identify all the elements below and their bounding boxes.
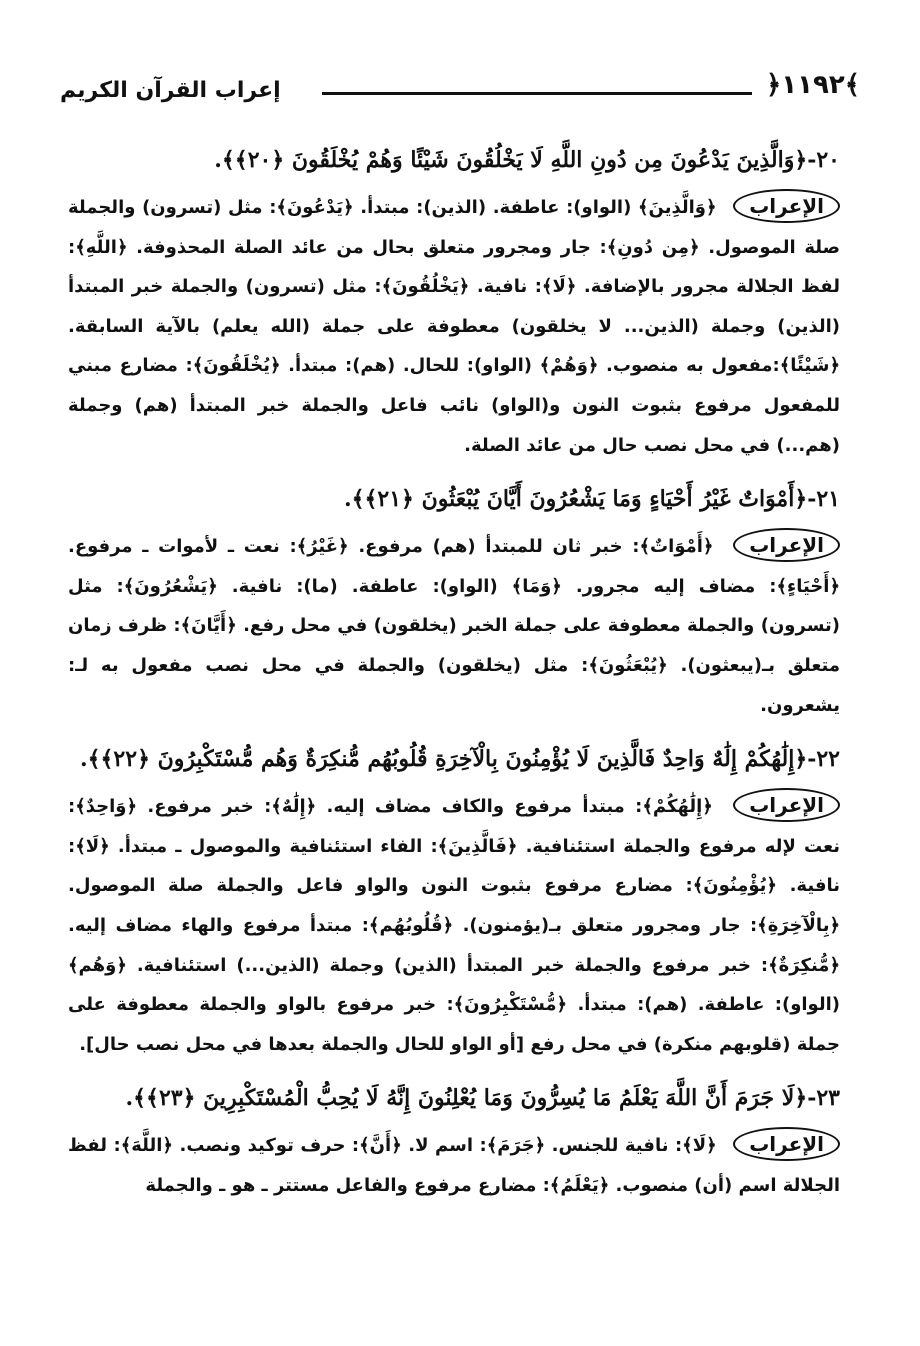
- verse-section-21: [68, 479, 840, 725]
- book-title: إعراب القرآن الكريم: [60, 78, 281, 103]
- irab-label: الإعراب: [733, 788, 840, 822]
- verse-text: ٢٢-﴿إِلَٰهُكُمْ إِلَٰهٌ وَاحِدٌ فَالَّذِينَ لَا يُؤْمِنُونَ بِالْآخِرَةِ قُلُوبُهُم مُّنكِرَةٌ وَهُم مُّسْتَكْبِرُونَ ﴿٢٢﴾﴾.: [79, 746, 840, 773]
- page-number: ﴿١١٩٢﴾: [766, 70, 860, 100]
- irab-paragraph: [68, 787, 840, 1064]
- irab-label: الإعراب: [733, 1127, 840, 1161]
- irab-text: ﴿إِلَٰهُكُمْ﴾: مبتدأ مرفوع والكاف مضاف إليه. ﴿إِلَٰهٌ﴾: خبر مرفوع. ﴿وَاحِدٌ﴾: نعت لإله مرفوع والجملة استئنافية. ﴿فَالَّذِينَ﴾: الفاء استئنافية والموصول ـ مبتدأ. ﴿لَا﴾: نافية. ﴿يُؤْمِنُونَ﴾: مضارع مرفوع بثبوت النون والواو فاعل والجملة صلة الموصول. ﴿بِالْآخِرَةِ﴾: جار ومجرور متعلق بـ(يؤمنون). ﴿قُلُوبُهُم﴾: مبتدأ مرفوع والهاء مضاف إليه. ﴿مُّنكِرَةٌ﴾: خبر مرفوع والجملة خبر المبتدأ (الذين) وجملة (الذين...) استئنافية. ﴿وَهُم﴾ (الواو): عاطفة. (هم): مبتدأ. ﴿مُّسْتَكْبِرُونَ﴾: خبر مرفوع بالواو والجملة معطوفة على جملة (قلوبهم منكرة) في محل رفع [أو الواو للحال والجملة بعدها في محل نصب حال].: [68, 796, 840, 1055]
- irab-paragraph: [68, 1126, 840, 1205]
- page-content: [68, 140, 840, 1219]
- verse-section-20: [68, 140, 840, 465]
- irab-label: الإعراب: [733, 528, 840, 562]
- irab-label: الإعراب: [733, 189, 840, 223]
- verse-text: ٢٠-﴿وَالَّذِينَ يَدْعُونَ مِن دُونِ اللَّهِ لَا يَخْلُقُونَ شَيْئًا وَهُمْ يُخْلَقُونَ ﴿٢٠﴾﴾.: [214, 147, 840, 173]
- verse-text: ٢١-﴿أَمْوَاتٌ غَيْرُ أَحْيَاءٍ وَمَا يَشْعُرُونَ أَيَّانَ يُبْعَثُونَ ﴿٢١﴾﴾.: [343, 486, 840, 513]
- irab-paragraph: [68, 527, 840, 725]
- irab-paragraph: [68, 188, 840, 465]
- page-header: [60, 62, 860, 122]
- header-rule: [322, 92, 752, 95]
- irab-text: ﴿لَا﴾: نافية للجنس. ﴿جَرَمَ﴾: اسم لا. ﴿أَنَّ﴾: حرف توكيد ونصب. ﴿اللَّهَ﴾: لفظ الجلالة اسم (أن) منصوب. ﴿يَعْلَمُ﴾: مضارع مرفوع والفاعل مستتر ـ هو ـ والجملة: [68, 1135, 840, 1196]
- verse-section-22: [68, 739, 840, 1064]
- verse-section-23: [68, 1078, 840, 1205]
- irab-text: ﴿أَمْوَاتٌ﴾: خبر ثان للمبتدأ (هم) مرفوع. ﴿غَيْرُ﴾: نعت ـ لأموات ـ مرفوع. ﴿أَحْيَاءٍ﴾: مضاف إليه مجرور. ﴿وَمَا﴾ (الواو): عاطفة. (ما): نافية. ﴿يَشْعُرُونَ﴾: مثل (تسرون) والجملة معطوفة على جملة الخبر (يخلقون) في محل رفع. ﴿أَيَّانَ﴾: ظرف زمان متعلق بـ(يبعثون). ﴿يُبْعَثُونَ﴾: مثل (يخلقون) والجملة في محل نصب مفعول به لـ: يشعرون.: [68, 536, 840, 716]
- verse-text: ٢٣-﴿لَا جَرَمَ أَنَّ اللَّهَ يَعْلَمُ مَا يُسِرُّونَ وَمَا يُعْلِنُونَ إِنَّهُ لَا يُحِبُّ الْمُسْتَكْبِرِينَ ﴿٢٣﴾﴾.: [125, 1085, 840, 1112]
- irab-text: ﴿وَالَّذِينَ﴾ (الواو): عاطفة. (الذين): مبتدأ. ﴿يَدْعُونَ﴾: مثل (تسرون) والجملة صلة الموصول. ﴿مِن دُونِ﴾: جار ومجرور متعلق بحال من عائد الصلة المحذوفة. ﴿اللَّهِ﴾: لفظ الجلالة مجرور بالإضافة. ﴿لَا﴾: نافية. ﴿يَخْلُقُونَ﴾: مثل (تسرون) والجملة خبر المبتدأ (الذين) وجملة (الذين... لا يخلقون) معطوفة على جملة (الله يعلم) بالآية السابقة. ﴿شَيْئًا﴾:مفعول به منصوب. ﴿وَهُمْ﴾ (الواو): للحال. (هم): مبتدأ. ﴿يُخْلَقُونَ﴾: مضارع مبني للمفعول مرفوع بثبوت النون و(الواو) نائب فاعل والجملة خبر المبتدأ (هم) وجملة (هم...) في محل نصب حال من عائد الصلة.: [68, 197, 840, 456]
